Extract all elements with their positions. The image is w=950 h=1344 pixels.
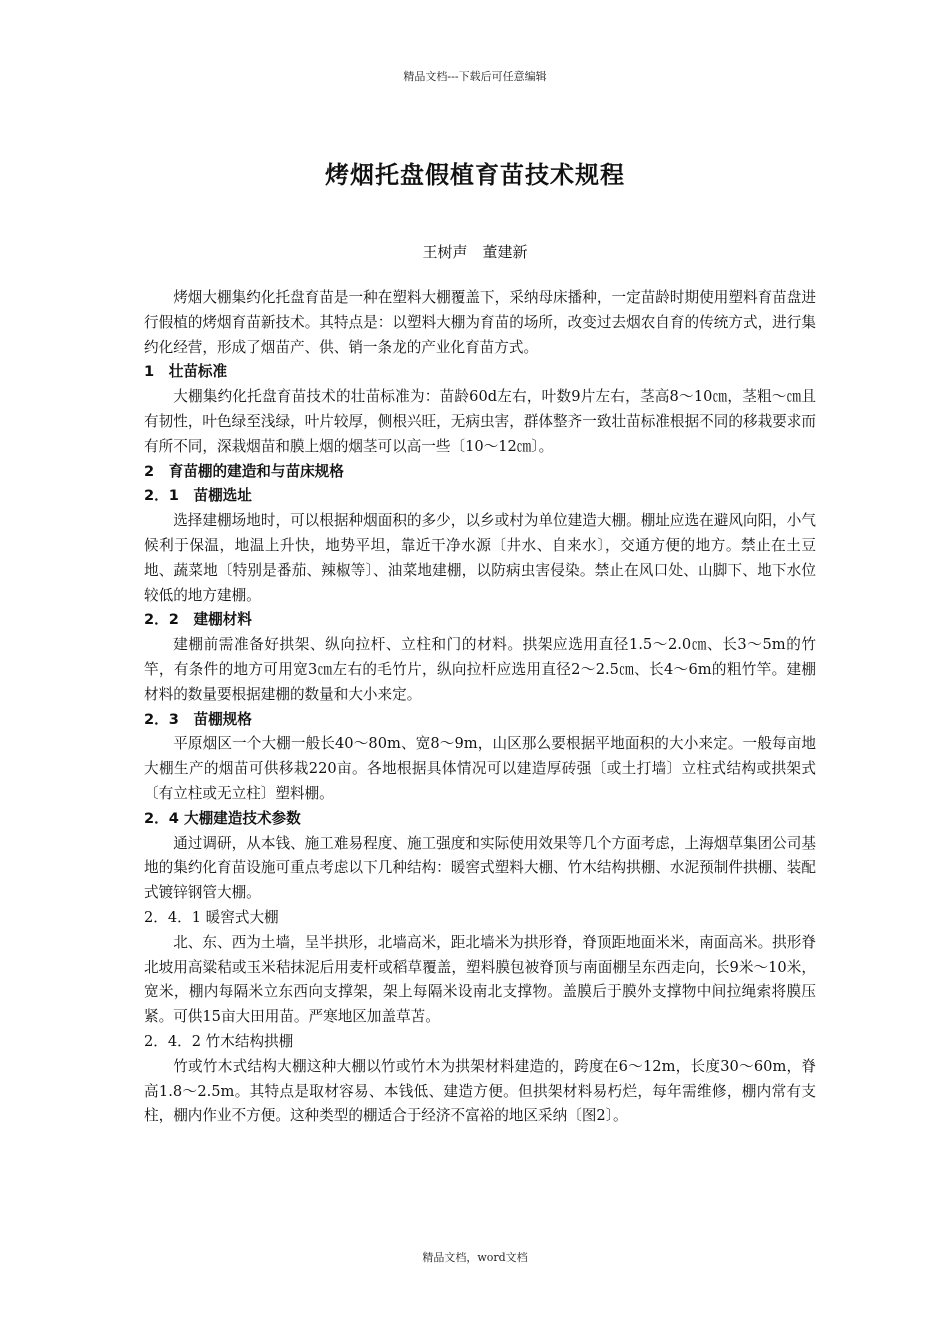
paragraph-seedling-standard: 大棚集约化托盘育苗技术的壮苗标准为：苗龄60d左右，叶数9片左右，茎高8～10㎝，茎粗～㎝且有韧性，叶色绿至浅绿，叶片较厚，侧根兴旺，无病虫害，群体整齐一致壮苗标准根据不同的移栽要求而有所不同，深栽烟苗和膜上烟的烟茎可以高一些〔10～12㎝〕。 [144, 388, 816, 455]
paragraph-parameters: 通过调研，从本钱、施工难易程度、施工强度和实际使用效果等几个方面考虑，上海烟草集团公司基地的集约化育苗设施可重点考虑以下几种结构：暖窖式塑料大棚、竹木结构拱棚、水泥预制件拱棚、装配式镀锌钢管大棚。 [144, 834, 816, 902]
intro-paragraph: 烤烟大棚集约化托盘育苗是一种在塑料大棚覆盖下，采纳母床播种，一定苗龄时期使用塑料育苗盘进行假植的烤烟育苗新技术。其特点是：以塑料大棚为育苗的场所，改变过去烟农自育的传统方式，进行集约化经营，形成了烟苗产、供、销一条龙的产业化育苗方式。 [144, 289, 816, 356]
paragraph-materials: 建棚前需准备好拱架、纵向拉杆、立柱和门的材料。拱架应选用直径1.5～2.0㎝、长3～5m的竹竿，有条件的地方可用宽3㎝左右的毛竹片，纵向拉杆应选用直径2～2.5㎝、长4～6m的粗竹竿。建棚材料的数量要根据建棚的数量和大小来定。 [144, 636, 816, 703]
subsection-heading-2-3: 2．3 苗棚规格 [144, 710, 252, 728]
subsection-heading-2-4: 2．4 大棚建造技术参数 [144, 809, 301, 827]
subsection-heading-2-2: 2．2 建棚材料 [144, 611, 252, 629]
paragraph-site-selection: 选择建棚场地时，可以根据种烟面积的多少，以乡或村为单位建造大棚。棚址应选在避风向阳，小气候利于保温，地温上升快，地势平坦，靠近干净水源〔井水、自来水〕，交通方便的地方。禁止在土豆地、蔬菜地〔特别是番茄、辣椒等〕、油菜地建棚，以防病虫害侵染。禁止在风口处、山脚下、地下水位较低的地方建棚。 [144, 512, 816, 604]
document-body [144, 286, 816, 1129]
section-heading-2: 2 育苗棚的建造和与苗床规格 [144, 462, 344, 480]
paragraph-bamboo-arch: 竹或竹木式结构大棚这种大棚以竹或竹木为拱架材料建造的，跨度在6～12m，长度30～60m，脊高1.8～2.5m。其特点是取材容易、本钱低、建造方便。但拱架材料易朽烂，每年需维修，棚内常有支柱，棚内作业不方便。这种类型的棚适合于经济不富裕的地区采纳〔图2〕。 [144, 1057, 816, 1125]
document-title: 烤烟托盘假植育苗技术规程 [325, 161, 625, 189]
authors: 王树声 董建新 [422, 243, 528, 261]
page-header: 精品文档---下载后可任意编辑 [403, 70, 547, 83]
subsection-heading-2-4-2: 2．4．2 竹木结构拱棚 [144, 1032, 294, 1050]
subsection-heading-2-1: 2．1 苗棚选址 [144, 487, 252, 505]
subsection-heading-2-4-1: 2．4．1 暖窖式大棚 [144, 908, 279, 926]
page-footer: 精品文档，word文档 [422, 1251, 528, 1264]
paragraph-specs: 平原烟区一个大棚一般长40～80m、宽8～9m，山区那么要根据平地面积的大小来定。一般每亩地大棚生产的烟苗可供移栽220亩。各地根据具体情况可以建造厚砖强〔或土打墙〕立柱式结构或拱架式〔有立柱或无立柱〕塑料棚。 [144, 735, 816, 802]
section-heading-1: 1 壮苗标准 [144, 363, 228, 381]
paragraph-warm-cellar: 北、东、西为土墙，呈半拱形，北墙高米，距北墙米为拱形脊，脊顶距地面米米，南面高米。拱形脊北坡用高粱秸或玉米秸抹泥后用麦杆或稻草覆盖，塑料膜包被脊顶与南面棚呈东西走向，长9米～10米，宽米，棚内每隔米立东西向支撑架，架上每隔米设南北支撑物。盖膜后于膜外支撑物中间拉绳索将膜压紧。可供15亩大田用苗。严寒地区加盖草苫。 [144, 933, 816, 1026]
